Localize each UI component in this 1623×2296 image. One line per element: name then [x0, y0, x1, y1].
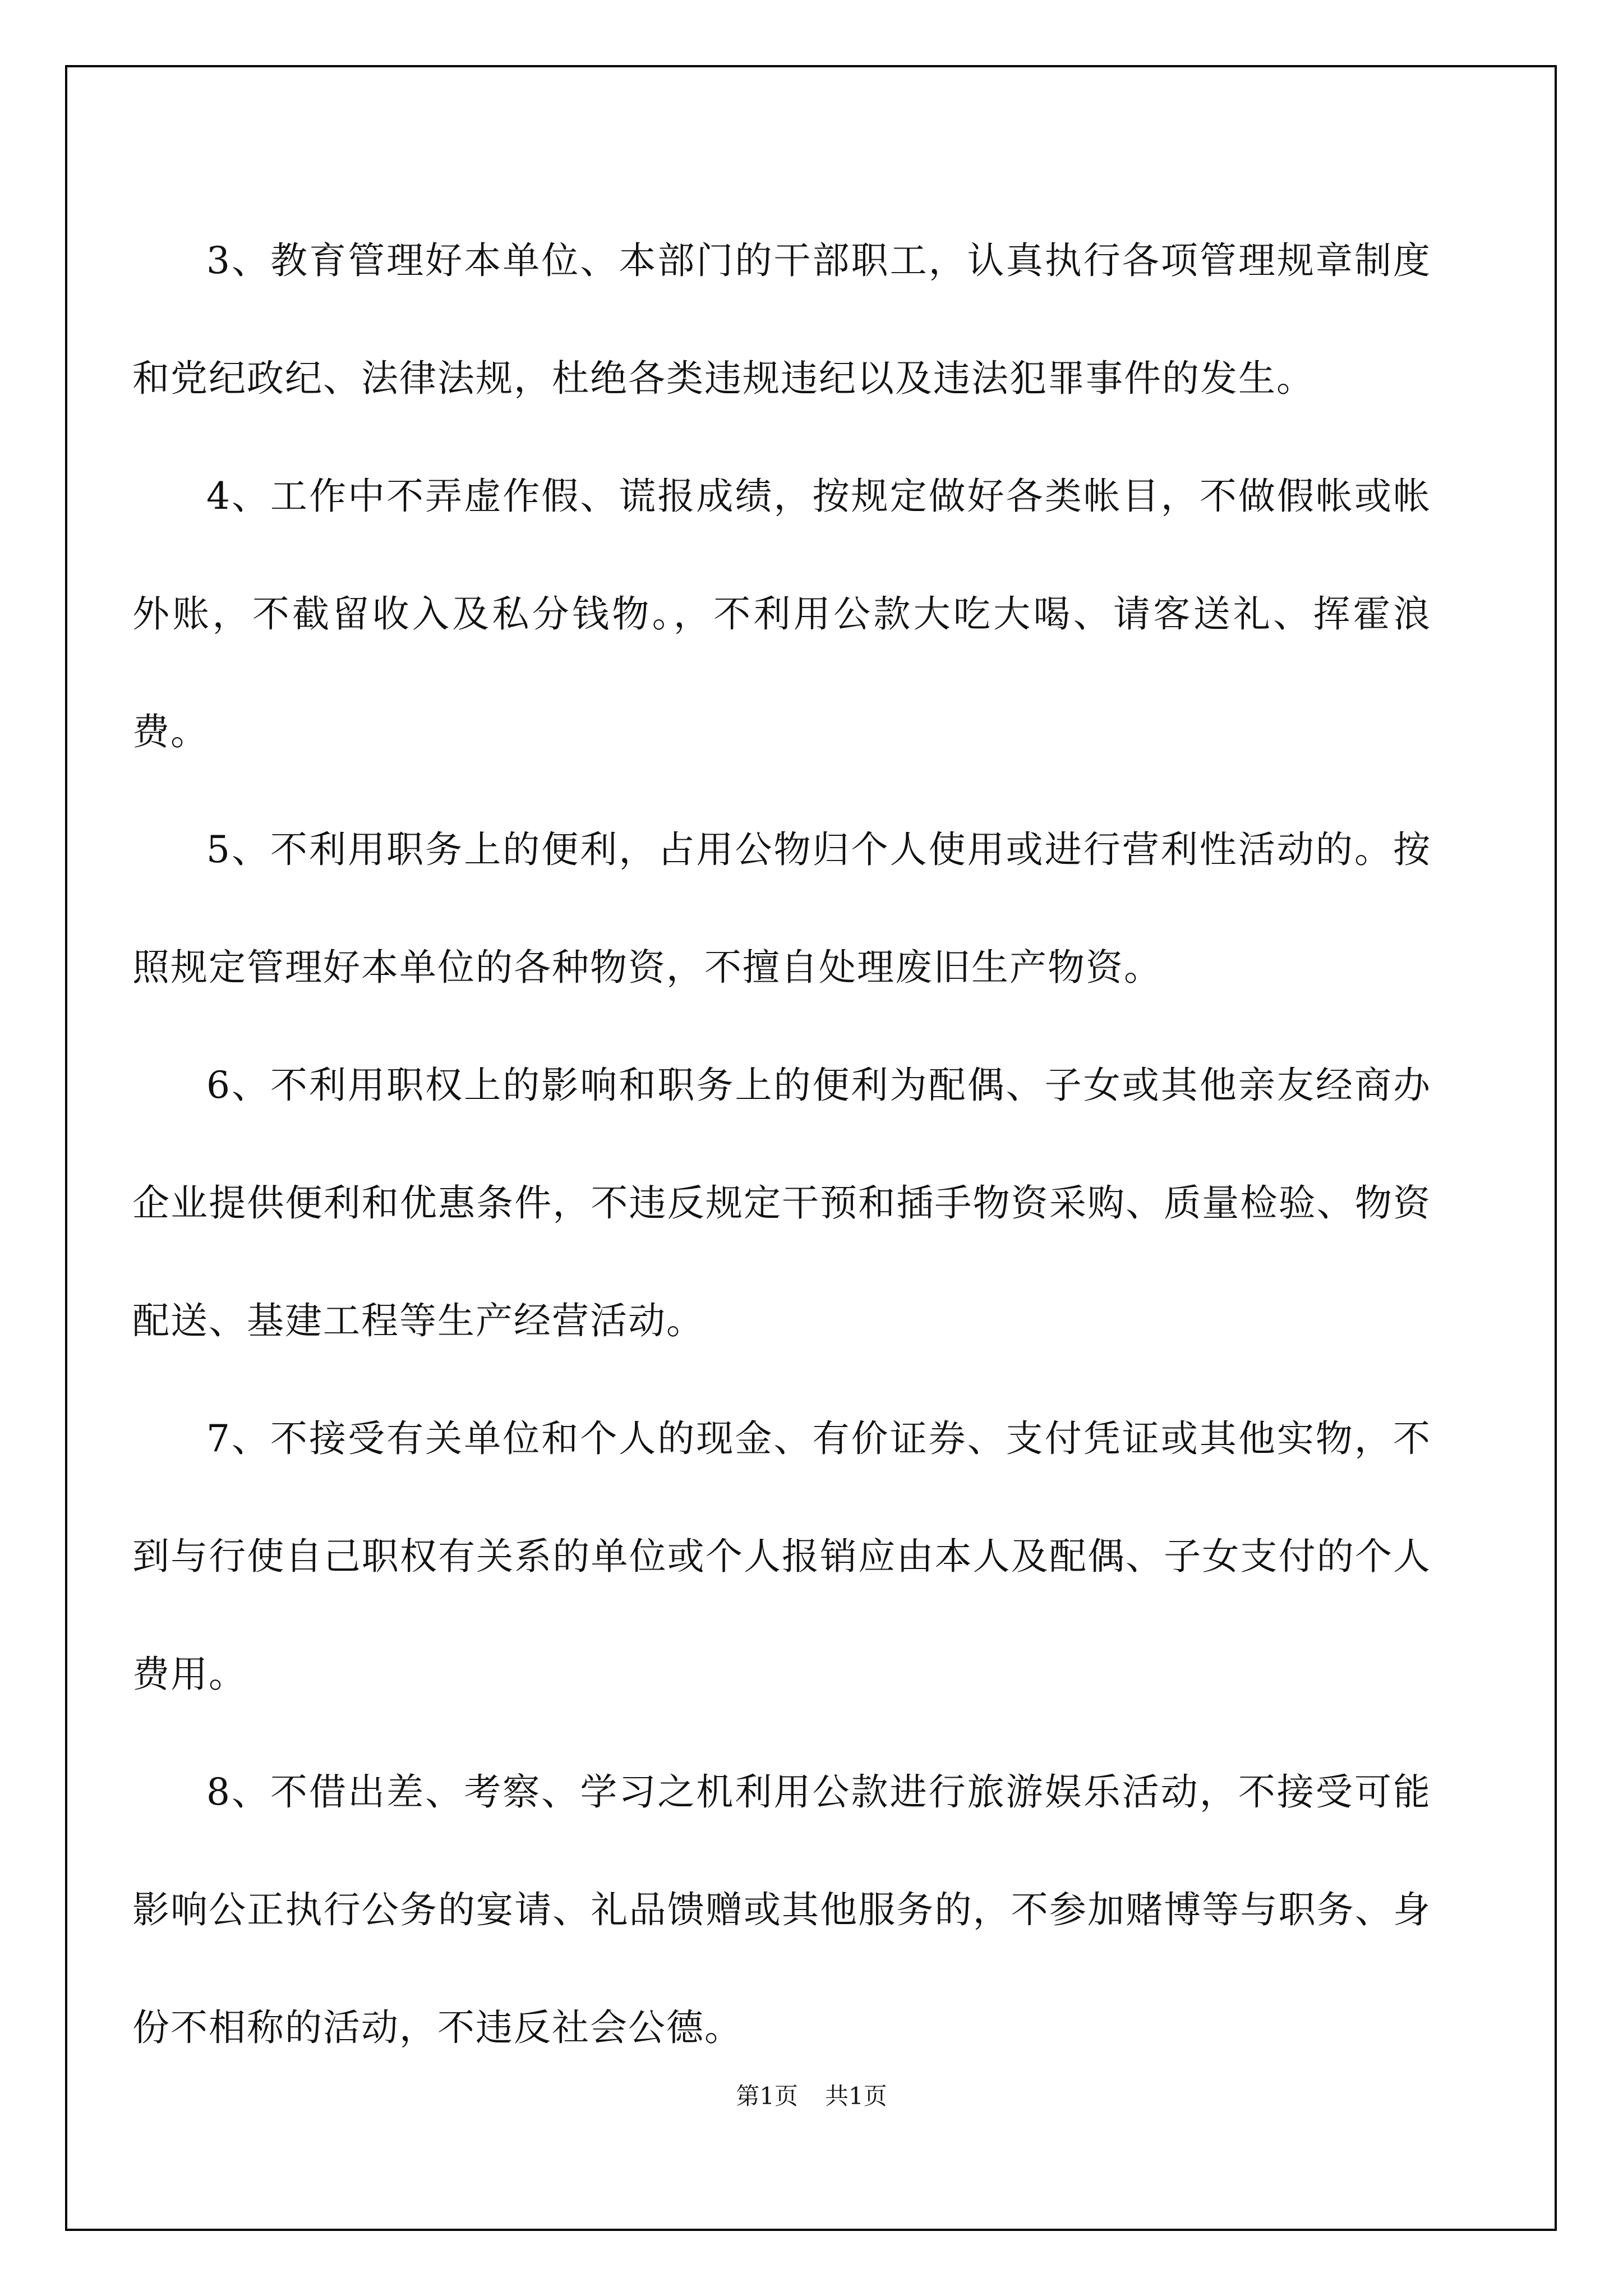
page-number-current: 第1页 [736, 2082, 798, 2110]
page-number-total: 共1页 [825, 2082, 887, 2110]
paragraph-item-8: 8、不借出差、考察、学习之机利用公款进行旅游娱乐活动，不接受可能影响公正执行公务的宴请、礼品馈赠或其他服务的，不参加赌博等与职务、身份不相称的活动，不违反社会公德。 [132, 1770, 1431, 2049]
paragraph-item-3: 3、教育管理好本单位、本部门的干部职工，认真执行各项管理规章制度和党纪政纪、法律法规，杜绝各类违规违纪以及违法犯罪事件的发生。 [132, 239, 1431, 400]
paragraph-item-6: 6、不利用职权上的影响和职务上的便利为配偶、子女或其他亲友经商办企业提供便利和优惠条件，不违反规定干预和插手物资采购、质量检验、物资配送、基建工程等生产经营活动。 [132, 1064, 1431, 1342]
paragraph-item-5: 5、不利用职务上的便利，占用公物归个人使用或进行营利性活动的。按照规定管理好本单位的各种物资，不擅自处理废旧生产物资。 [132, 828, 1431, 989]
paragraph-item-7: 7、不接受有关单位和个人的现金、有价证券、支付凭证或其他实物，不到与行使自己职权有关系的单位或个人报销应由本人及配偶、子女支付的个人费用。 [132, 1417, 1431, 1696]
document-body [132, 202, 1431, 2087]
paragraph-item-4: 4、工作中不弄虚作假、谎报成绩，按规定做好各类帐目，不做假帐或帐外账，不截留收入及私分钱物。，不利用公款大吃大喝、请客送礼、挥霍浪费。 [132, 475, 1431, 753]
page-footer [0, 2078, 1623, 2111]
